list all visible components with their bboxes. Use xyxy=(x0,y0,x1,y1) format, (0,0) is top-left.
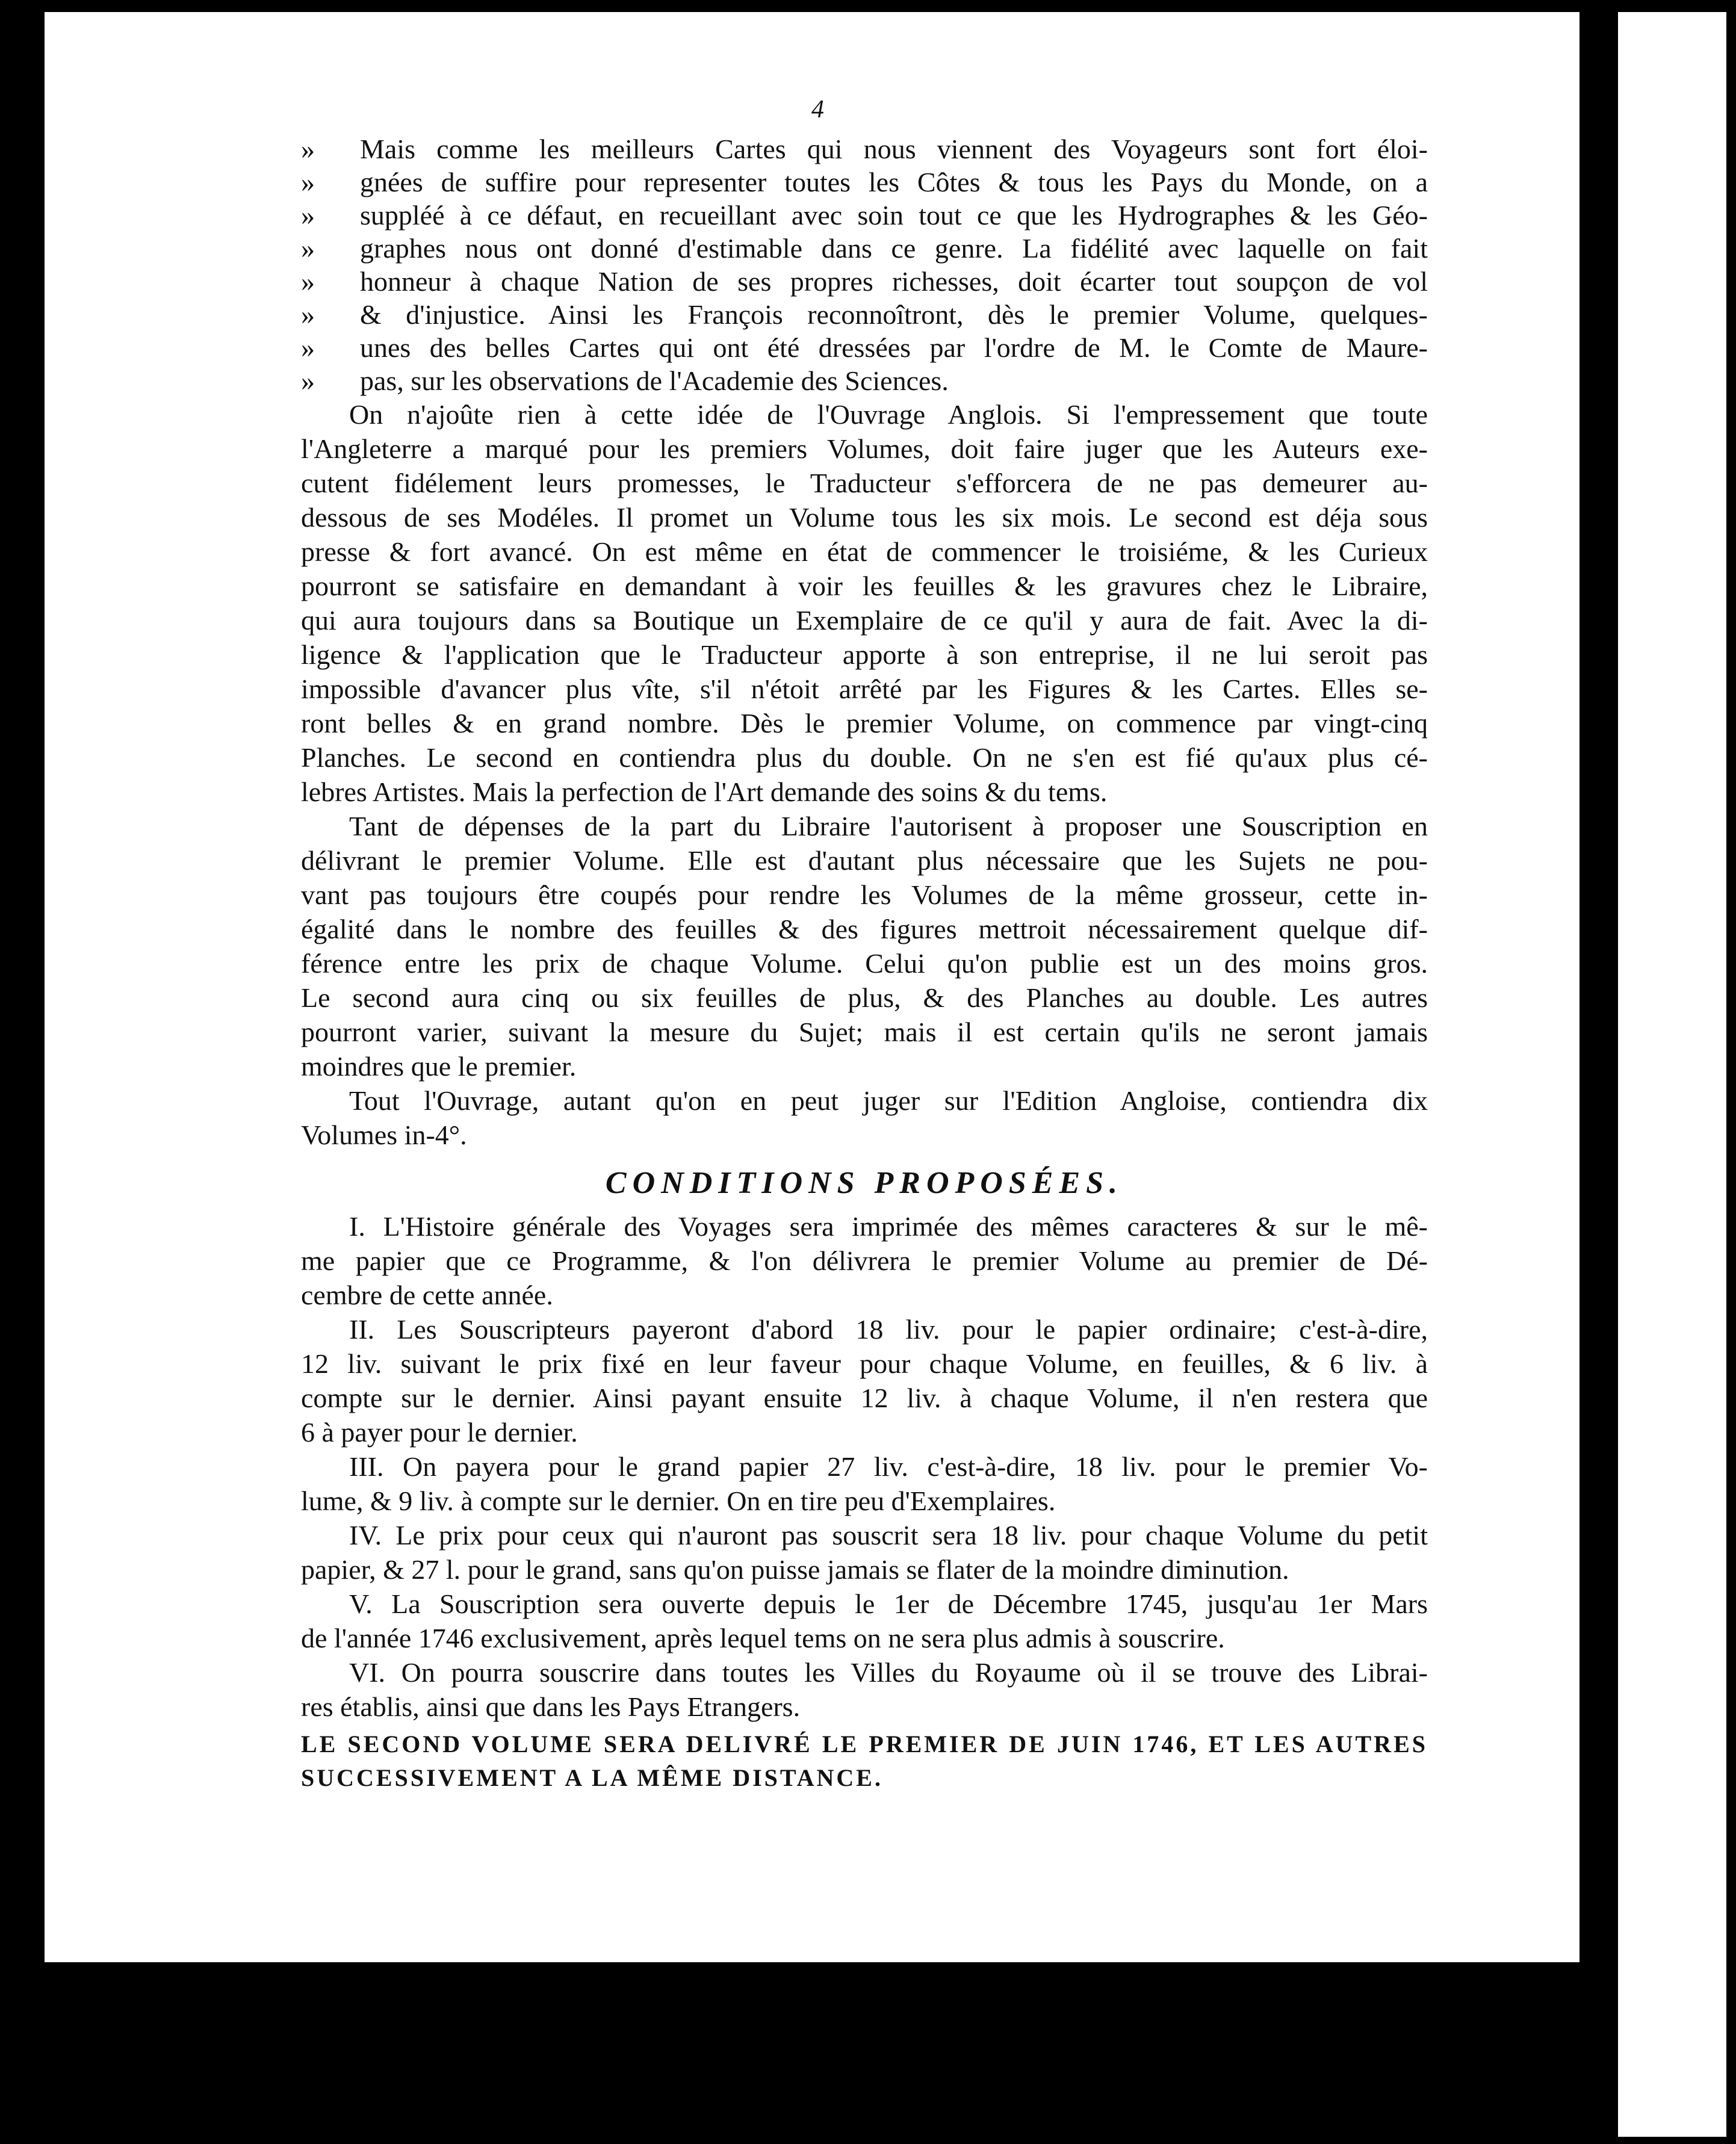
condition-2 xyxy=(301,1312,1428,1449)
text-line: dessous de ses Modéles. Il promet un Volume tous les six mois. Le second est déja sous xyxy=(301,502,1428,533)
text-line: presse & fort avancé. On est même en état de commencer le troisiéme, & les Curieux xyxy=(301,536,1428,567)
text-line: III. On payera pour le grand papier 27 liv. c'est-à-dire, 18 liv. pour le premier Vo- xyxy=(349,1451,1428,1482)
quote-line: » & d'injustice. Ainsi les François reconnoîtront, dès le premier Volume, quelques- xyxy=(301,299,1428,330)
closing-line: LE SECOND VOLUME SERA DELIVRÉ LE PREMIER DE JUIN 1746, ET LES AUTRES xyxy=(301,1730,1428,1758)
text-line: res établis, ainsi que dans les Pays Etrangers. xyxy=(301,1691,801,1722)
text-line: ront belles & en grand nombre. Dès le premier Volume, on commence par vingt-cinq xyxy=(301,708,1428,739)
text-line: 12 liv. suivant le prix fixé en leur faveur pour chaque Volume, en feuilles, & 6 liv. à xyxy=(301,1348,1428,1379)
text-line: férence entre les prix de chaque Volume. Celui qu'on publie est un des moins gros. xyxy=(301,948,1428,979)
text-line: lume, & 9 liv. à compte sur le dernier. On en tire peu d'Exemplaires. xyxy=(301,1486,1056,1516)
condition-6 xyxy=(301,1655,1428,1724)
quote-line: » unes des belles Cartes qui ont été dressées par l'ordre de M. le Comte de Maure- xyxy=(301,332,1428,363)
text-line: I. L'Histoire générale des Voyages sera imprimée des mêmes caracteres & sur le mê- xyxy=(349,1211,1428,1242)
text-line: On n'ajoûte rien à cette idée de l'Ouvrage Anglois. Si l'empressement que toute xyxy=(349,399,1428,430)
quoted-passage xyxy=(301,132,1428,397)
text-line: lebres Artistes. Mais la perfection de l'Art demande des soins & du tems. xyxy=(301,776,1108,807)
text-line: 6 à payer pour le dernier. xyxy=(301,1417,578,1448)
quote-line: » pas, sur les observations de l'Academie des Sciences. xyxy=(301,365,949,396)
condition-4 xyxy=(301,1518,1428,1587)
conditions-heading: CONDITIONS PROPOSÉES. xyxy=(605,1166,1124,1200)
quote-line: » gnées de suffire pour representer toutes les Côtes & tous les Pays du Monde, on a xyxy=(301,167,1428,197)
text-line: impossible d'avancer plus vîte, s'il n'étoit arrêté par les Figures & les Cartes. Elles se- xyxy=(301,674,1428,704)
closing-line: SUCCESSIVEMENT A LA MÊME DISTANCE. xyxy=(301,1764,883,1791)
quote-line: » Mais comme les meilleurs Cartes qui nous viennent des Voyageurs sont fort éloi- xyxy=(301,134,1428,164)
text-line: de l'année 1746 exclusivement, après lequel tems on ne sera plus admis à souscrire. xyxy=(301,1623,1225,1653)
text-line: vant pas toujours être coupés pour rendre les Volumes de la même grosseur, cette in- xyxy=(301,879,1428,910)
text-line: ligence & l'application que le Traducteur apporte à son entreprise, il ne lui seroit pas xyxy=(301,639,1428,670)
text-line: II. Les Souscripteurs payeront d'abord 18 liv. pour le papier ordinaire; c'est-à-dire, xyxy=(349,1314,1428,1345)
text-line: compte sur le dernier. Ainsi payant ensuite 12 liv. à chaque Volume, il n'en restera que xyxy=(301,1383,1428,1413)
closing-notice xyxy=(301,1727,1428,1795)
text-line: l'Angleterre a marqué pour les premiers Volumes, doit faire juger que les Auteurs exe- xyxy=(301,433,1428,464)
text-line: Tant de dépenses de la part du Libraire l'autorisent à proposer une Souscription en xyxy=(349,811,1428,841)
text-line: moindres que le premier. xyxy=(301,1051,577,1082)
text-line: VI. On pourra souscrire dans toutes les Villes du Royaume où il se trouve des Librai- xyxy=(349,1657,1428,1688)
condition-1 xyxy=(301,1209,1428,1312)
quote-line: » honneur à chaque Nation de ses propres richesses, doit écarter tout soupçon de vol xyxy=(301,266,1428,297)
text-line: Le second aura cinq ou six feuilles de plus, & des Planches au double. Les autres xyxy=(301,982,1428,1013)
quote-line: » graphes nous ont donné d'estimable dans ce genre. La fidélité avec laquelle on fait xyxy=(301,233,1428,264)
paragraph-souscription xyxy=(301,809,1428,1083)
text-line: cembre de cette année. xyxy=(301,1280,553,1310)
text-line: V. La Souscription sera ouverte depuis le 1er de Décembre 1745, jusqu'au 1er Mars xyxy=(349,1588,1428,1619)
document-body xyxy=(301,90,1428,1795)
text-line: Volumes in-4°. xyxy=(301,1120,467,1150)
scan-bottom-margin xyxy=(45,1963,1579,2138)
text-line: IV. Le prix pour ceux qui n'auront pas souscrit sera 18 liv. pour chaque Volume du petit xyxy=(349,1520,1428,1551)
condition-3 xyxy=(301,1449,1428,1518)
quote-line: » suppléé à ce défaut, en recueillant avec soin tout ce que les Hydrographes & les Géo- xyxy=(301,200,1428,231)
text-line: pourront varier, suivant la mesure du Sujet; mais il est certain qu'ils ne seront jamais xyxy=(301,1017,1428,1047)
paragraph-ouvrage-anglois xyxy=(301,397,1428,809)
text-line: Planches. Le second en contiendra plus du double. On ne s'en est fié qu'aux plus cé- xyxy=(301,742,1428,773)
text-line: égalité dans le nombre des feuilles & des figures mettroit nécessairement quelque dif- xyxy=(301,914,1428,944)
page-number: 4 xyxy=(811,96,824,123)
text-line: qui aura toujours dans sa Boutique un Exemplaire de ce qu'il y aura de fait. Avec la di- xyxy=(301,605,1428,636)
text-line: Tout l'Ouvrage, autant qu'on en peut juger sur l'Edition Angloise, contiendra dix xyxy=(349,1085,1428,1116)
condition-5 xyxy=(301,1587,1428,1655)
text-line: délivrant le premier Volume. Elle est d'autant plus nécessaire que les Sujets ne pou- xyxy=(301,845,1428,876)
paragraph-tout-ouvrage xyxy=(301,1083,1428,1152)
text-line: pourront se satisfaire en demandant à voir les feuilles & les gravures chez le Libraire, xyxy=(301,571,1428,601)
text-line: cutent fidélement leurs promesses, le Traducteur s'efforcera de ne pas demeurer au- xyxy=(301,468,1428,498)
adjacent-page-edge xyxy=(1618,12,1726,2137)
text-line: me papier que ce Programme, & l'on délivrera le premier Volume au premier de Dé- xyxy=(301,1245,1428,1276)
text-line: papier, & 27 l. pour le grand, sans qu'on puisse jamais se flater de la moindre diminution. xyxy=(301,1554,1289,1585)
